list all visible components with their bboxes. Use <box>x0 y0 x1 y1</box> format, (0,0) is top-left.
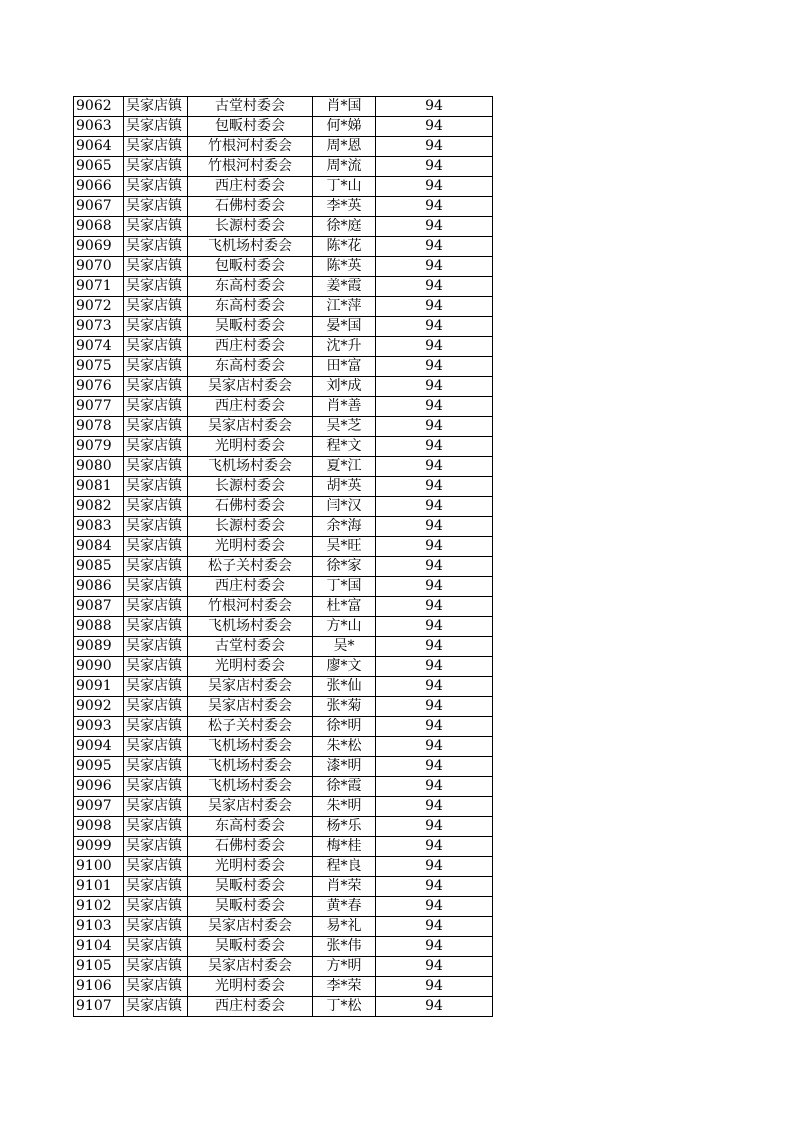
name-cell: 徐*明 <box>313 717 376 737</box>
village-cell: 竹根河村委会 <box>188 157 313 177</box>
row-id-cell: 9068 <box>74 217 124 237</box>
row-id-cell: 9063 <box>74 117 124 137</box>
name-cell: 张*伟 <box>313 937 376 957</box>
row-id-cell: 9103 <box>74 917 124 937</box>
village-cell: 石佛村委会 <box>188 197 313 217</box>
score-cell: 94 <box>376 157 493 177</box>
town-cell: 吴家店镇 <box>124 577 188 597</box>
score-cell: 94 <box>376 797 493 817</box>
name-cell: 吴*芝 <box>313 417 376 437</box>
row-id-cell: 9105 <box>74 957 124 977</box>
table-row <box>74 97 493 117</box>
table-row <box>74 737 493 757</box>
score-cell: 94 <box>376 637 493 657</box>
row-id-cell: 9079 <box>74 437 124 457</box>
score-cell: 94 <box>376 577 493 597</box>
town-cell: 吴家店镇 <box>124 957 188 977</box>
row-id-cell: 9064 <box>74 137 124 157</box>
name-cell: 张*菊 <box>313 697 376 717</box>
score-cell: 94 <box>376 217 493 237</box>
town-cell: 吴家店镇 <box>124 437 188 457</box>
table-row <box>74 877 493 897</box>
village-cell: 包畈村委会 <box>188 117 313 137</box>
score-cell: 94 <box>376 997 493 1017</box>
score-cell: 94 <box>376 977 493 997</box>
table-row <box>74 237 493 257</box>
town-cell: 吴家店镇 <box>124 517 188 537</box>
table-row <box>74 997 493 1017</box>
town-cell: 吴家店镇 <box>124 597 188 617</box>
name-cell: 廖*文 <box>313 657 376 677</box>
score-cell: 94 <box>376 537 493 557</box>
table-row <box>74 957 493 977</box>
score-cell: 94 <box>376 357 493 377</box>
row-id-cell: 9078 <box>74 417 124 437</box>
score-cell: 94 <box>376 677 493 697</box>
row-id-cell: 9070 <box>74 257 124 277</box>
town-cell: 吴家店镇 <box>124 737 188 757</box>
town-cell: 吴家店镇 <box>124 317 188 337</box>
town-cell: 吴家店镇 <box>124 217 188 237</box>
table-row <box>74 677 493 697</box>
score-cell: 94 <box>376 897 493 917</box>
village-cell: 松子关村委会 <box>188 717 313 737</box>
table-row <box>74 857 493 877</box>
name-cell: 徐*庭 <box>313 217 376 237</box>
name-cell: 江*萍 <box>313 297 376 317</box>
name-cell: 周*流 <box>313 157 376 177</box>
score-cell: 94 <box>376 277 493 297</box>
name-cell: 朱*明 <box>313 797 376 817</box>
table-row <box>74 597 493 617</box>
table-row <box>74 617 493 637</box>
row-id-cell: 9067 <box>74 197 124 217</box>
village-cell: 飞机场村委会 <box>188 617 313 637</box>
score-cell: 94 <box>376 337 493 357</box>
table-row <box>74 637 493 657</box>
name-cell: 徐*霞 <box>313 777 376 797</box>
name-cell: 黄*春 <box>313 897 376 917</box>
name-cell: 方*山 <box>313 617 376 637</box>
score-cell: 94 <box>376 417 493 437</box>
table-row <box>74 777 493 797</box>
village-cell: 飞机场村委会 <box>188 237 313 257</box>
row-id-cell: 9071 <box>74 277 124 297</box>
town-cell: 吴家店镇 <box>124 657 188 677</box>
table-row <box>74 117 493 137</box>
row-id-cell: 9082 <box>74 497 124 517</box>
row-id-cell: 9107 <box>74 997 124 1017</box>
name-cell: 刘*成 <box>313 377 376 397</box>
row-id-cell: 9077 <box>74 397 124 417</box>
row-id-cell: 9081 <box>74 477 124 497</box>
row-id-cell: 9069 <box>74 237 124 257</box>
table-row <box>74 177 493 197</box>
row-id-cell: 9066 <box>74 177 124 197</box>
score-cell: 94 <box>376 257 493 277</box>
score-cell: 94 <box>376 377 493 397</box>
village-cell: 东高村委会 <box>188 277 313 297</box>
row-id-cell: 9086 <box>74 577 124 597</box>
score-cell: 94 <box>376 97 493 117</box>
row-id-cell: 9099 <box>74 837 124 857</box>
row-id-cell: 9098 <box>74 817 124 837</box>
score-cell: 94 <box>376 397 493 417</box>
table-row <box>74 137 493 157</box>
row-id-cell: 9088 <box>74 617 124 637</box>
score-cell: 94 <box>376 137 493 157</box>
name-cell: 晏*国 <box>313 317 376 337</box>
name-cell: 李*荣 <box>313 977 376 997</box>
row-id-cell: 9092 <box>74 697 124 717</box>
score-cell: 94 <box>376 857 493 877</box>
score-cell: 94 <box>376 957 493 977</box>
town-cell: 吴家店镇 <box>124 997 188 1017</box>
village-cell: 吴家店村委会 <box>188 917 313 937</box>
village-cell: 飞机场村委会 <box>188 737 313 757</box>
town-cell: 吴家店镇 <box>124 937 188 957</box>
village-cell: 吴家店村委会 <box>188 417 313 437</box>
town-cell: 吴家店镇 <box>124 877 188 897</box>
table-row <box>74 817 493 837</box>
village-cell: 光明村委会 <box>188 977 313 997</box>
town-cell: 吴家店镇 <box>124 297 188 317</box>
row-id-cell: 9083 <box>74 517 124 537</box>
name-cell: 吴* <box>313 637 376 657</box>
row-id-cell: 9093 <box>74 717 124 737</box>
table-row <box>74 397 493 417</box>
table-row <box>74 977 493 997</box>
table-row <box>74 297 493 317</box>
village-cell: 吴家店村委会 <box>188 957 313 977</box>
row-id-cell: 9080 <box>74 457 124 477</box>
town-cell: 吴家店镇 <box>124 97 188 117</box>
name-cell: 肖*荣 <box>313 877 376 897</box>
village-cell: 西庄村委会 <box>188 997 313 1017</box>
village-cell: 石佛村委会 <box>188 497 313 517</box>
table-row <box>74 837 493 857</box>
score-cell: 94 <box>376 917 493 937</box>
table-row <box>74 317 493 337</box>
town-cell: 吴家店镇 <box>124 817 188 837</box>
village-cell: 西庄村委会 <box>188 337 313 357</box>
village-cell: 松子关村委会 <box>188 557 313 577</box>
town-cell: 吴家店镇 <box>124 637 188 657</box>
table-row <box>74 477 493 497</box>
score-cell: 94 <box>376 117 493 137</box>
score-cell: 94 <box>376 937 493 957</box>
table-row <box>74 277 493 297</box>
row-id-cell: 9076 <box>74 377 124 397</box>
village-cell: 包畈村委会 <box>188 257 313 277</box>
town-cell: 吴家店镇 <box>124 917 188 937</box>
table-row <box>74 797 493 817</box>
row-id-cell: 9074 <box>74 337 124 357</box>
row-id-cell: 9090 <box>74 657 124 677</box>
name-cell: 陈*花 <box>313 237 376 257</box>
row-id-cell: 9104 <box>74 937 124 957</box>
row-id-cell: 9072 <box>74 297 124 317</box>
score-cell: 94 <box>376 837 493 857</box>
table-row <box>74 357 493 377</box>
score-cell: 94 <box>376 877 493 897</box>
name-cell: 丁*国 <box>313 577 376 597</box>
table-row <box>74 377 493 397</box>
row-id-cell: 9087 <box>74 597 124 617</box>
village-cell: 长源村委会 <box>188 217 313 237</box>
town-cell: 吴家店镇 <box>124 377 188 397</box>
village-cell: 飞机场村委会 <box>188 777 313 797</box>
score-cell: 94 <box>376 497 493 517</box>
name-cell: 程*良 <box>313 857 376 877</box>
score-cell: 94 <box>376 557 493 577</box>
row-id-cell: 9106 <box>74 977 124 997</box>
village-cell: 西庄村委会 <box>188 397 313 417</box>
name-cell: 张*仙 <box>313 677 376 697</box>
row-id-cell: 9073 <box>74 317 124 337</box>
name-cell: 田*富 <box>313 357 376 377</box>
town-cell: 吴家店镇 <box>124 797 188 817</box>
table-row <box>74 917 493 937</box>
name-cell: 杜*富 <box>313 597 376 617</box>
name-cell: 夏*江 <box>313 457 376 477</box>
row-id-cell: 9084 <box>74 537 124 557</box>
row-id-cell: 9100 <box>74 857 124 877</box>
town-cell: 吴家店镇 <box>124 257 188 277</box>
score-cell: 94 <box>376 617 493 637</box>
row-id-cell: 9091 <box>74 677 124 697</box>
village-cell: 光明村委会 <box>188 437 313 457</box>
village-cell: 古堂村委会 <box>188 637 313 657</box>
name-cell: 闫*汉 <box>313 497 376 517</box>
town-cell: 吴家店镇 <box>124 857 188 877</box>
name-cell: 姜*霞 <box>313 277 376 297</box>
village-cell: 吴畈村委会 <box>188 317 313 337</box>
score-cell: 94 <box>376 517 493 537</box>
town-cell: 吴家店镇 <box>124 357 188 377</box>
row-id-cell: 9075 <box>74 357 124 377</box>
village-cell: 吴家店村委会 <box>188 697 313 717</box>
town-cell: 吴家店镇 <box>124 197 188 217</box>
village-cell: 竹根河村委会 <box>188 137 313 157</box>
village-cell: 吴家店村委会 <box>188 797 313 817</box>
name-cell: 陈*英 <box>313 257 376 277</box>
name-cell: 朱*松 <box>313 737 376 757</box>
score-cell: 94 <box>376 757 493 777</box>
name-cell: 杨*乐 <box>313 817 376 837</box>
town-cell: 吴家店镇 <box>124 617 188 637</box>
table-row <box>74 437 493 457</box>
village-cell: 古堂村委会 <box>188 97 313 117</box>
table-row <box>74 157 493 177</box>
village-cell: 东高村委会 <box>188 817 313 837</box>
table-row <box>74 657 493 677</box>
row-id-cell: 9085 <box>74 557 124 577</box>
table-row <box>74 697 493 717</box>
score-cell: 94 <box>376 597 493 617</box>
village-cell: 东高村委会 <box>188 297 313 317</box>
name-cell: 程*文 <box>313 437 376 457</box>
score-cell: 94 <box>376 817 493 837</box>
name-cell: 沈*升 <box>313 337 376 357</box>
row-id-cell: 9102 <box>74 897 124 917</box>
row-id-cell: 9095 <box>74 757 124 777</box>
town-cell: 吴家店镇 <box>124 717 188 737</box>
village-cell: 飞机场村委会 <box>188 757 313 777</box>
table-row <box>74 897 493 917</box>
name-cell: 李*英 <box>313 197 376 217</box>
score-cell: 94 <box>376 697 493 717</box>
score-cell: 94 <box>376 477 493 497</box>
name-cell: 易*礼 <box>313 917 376 937</box>
village-cell: 吴畈村委会 <box>188 897 313 917</box>
table-row <box>74 517 493 537</box>
table-row <box>74 757 493 777</box>
village-cell: 长源村委会 <box>188 517 313 537</box>
name-cell: 胡*英 <box>313 477 376 497</box>
village-cell: 长源村委会 <box>188 477 313 497</box>
town-cell: 吴家店镇 <box>124 137 188 157</box>
village-cell: 吴畈村委会 <box>188 877 313 897</box>
town-cell: 吴家店镇 <box>124 697 188 717</box>
village-cell: 西庄村委会 <box>188 177 313 197</box>
village-cell: 飞机场村委会 <box>188 457 313 477</box>
name-cell: 肖*国 <box>313 97 376 117</box>
name-cell: 丁*山 <box>313 177 376 197</box>
town-cell: 吴家店镇 <box>124 897 188 917</box>
village-cell: 光明村委会 <box>188 537 313 557</box>
village-cell: 光明村委会 <box>188 657 313 677</box>
town-cell: 吴家店镇 <box>124 477 188 497</box>
village-cell: 东高村委会 <box>188 357 313 377</box>
name-cell: 吴*旺 <box>313 537 376 557</box>
town-cell: 吴家店镇 <box>124 497 188 517</box>
row-id-cell: 9094 <box>74 737 124 757</box>
name-cell: 何*娣 <box>313 117 376 137</box>
name-cell: 肖*善 <box>313 397 376 417</box>
village-cell: 光明村委会 <box>188 857 313 877</box>
table-row <box>74 217 493 237</box>
name-cell: 余*海 <box>313 517 376 537</box>
village-cell: 竹根河村委会 <box>188 597 313 617</box>
table-row <box>74 717 493 737</box>
village-cell: 吴畈村委会 <box>188 937 313 957</box>
score-cell: 94 <box>376 717 493 737</box>
roster-table-body <box>74 97 493 1017</box>
name-cell: 周*恩 <box>313 137 376 157</box>
town-cell: 吴家店镇 <box>124 337 188 357</box>
row-id-cell: 9101 <box>74 877 124 897</box>
table-row <box>74 457 493 477</box>
town-cell: 吴家店镇 <box>124 557 188 577</box>
row-id-cell: 9097 <box>74 797 124 817</box>
name-cell: 徐*家 <box>313 557 376 577</box>
table-row <box>74 937 493 957</box>
score-cell: 94 <box>376 437 493 457</box>
name-cell: 方*明 <box>313 957 376 977</box>
table-row <box>74 417 493 437</box>
town-cell: 吴家店镇 <box>124 277 188 297</box>
name-cell: 丁*松 <box>313 997 376 1017</box>
table-row <box>74 337 493 357</box>
town-cell: 吴家店镇 <box>124 537 188 557</box>
town-cell: 吴家店镇 <box>124 777 188 797</box>
name-cell: 梅*桂 <box>313 837 376 857</box>
table-row <box>74 537 493 557</box>
town-cell: 吴家店镇 <box>124 177 188 197</box>
name-cell: 漆*明 <box>313 757 376 777</box>
table-row <box>74 557 493 577</box>
town-cell: 吴家店镇 <box>124 757 188 777</box>
score-cell: 94 <box>376 737 493 757</box>
score-cell: 94 <box>376 237 493 257</box>
score-cell: 94 <box>376 777 493 797</box>
town-cell: 吴家店镇 <box>124 117 188 137</box>
town-cell: 吴家店镇 <box>124 417 188 437</box>
score-cell: 94 <box>376 197 493 217</box>
row-id-cell: 9096 <box>74 777 124 797</box>
table-row <box>74 577 493 597</box>
score-cell: 94 <box>376 177 493 197</box>
town-cell: 吴家店镇 <box>124 677 188 697</box>
town-cell: 吴家店镇 <box>124 457 188 477</box>
town-cell: 吴家店镇 <box>124 157 188 177</box>
row-id-cell: 9089 <box>74 637 124 657</box>
table-row <box>74 197 493 217</box>
village-cell: 石佛村委会 <box>188 837 313 857</box>
town-cell: 吴家店镇 <box>124 397 188 417</box>
score-cell: 94 <box>376 317 493 337</box>
score-cell: 94 <box>376 457 493 477</box>
row-id-cell: 9065 <box>74 157 124 177</box>
table-row <box>74 497 493 517</box>
score-cell: 94 <box>376 657 493 677</box>
town-cell: 吴家店镇 <box>124 977 188 997</box>
town-cell: 吴家店镇 <box>124 237 188 257</box>
village-cell: 吴家店村委会 <box>188 377 313 397</box>
row-id-cell: 9062 <box>74 97 124 117</box>
town-cell: 吴家店镇 <box>124 837 188 857</box>
score-cell: 94 <box>376 297 493 317</box>
roster-table <box>73 96 493 1017</box>
village-cell: 吴家店村委会 <box>188 677 313 697</box>
table-row <box>74 257 493 277</box>
village-cell: 西庄村委会 <box>188 577 313 597</box>
